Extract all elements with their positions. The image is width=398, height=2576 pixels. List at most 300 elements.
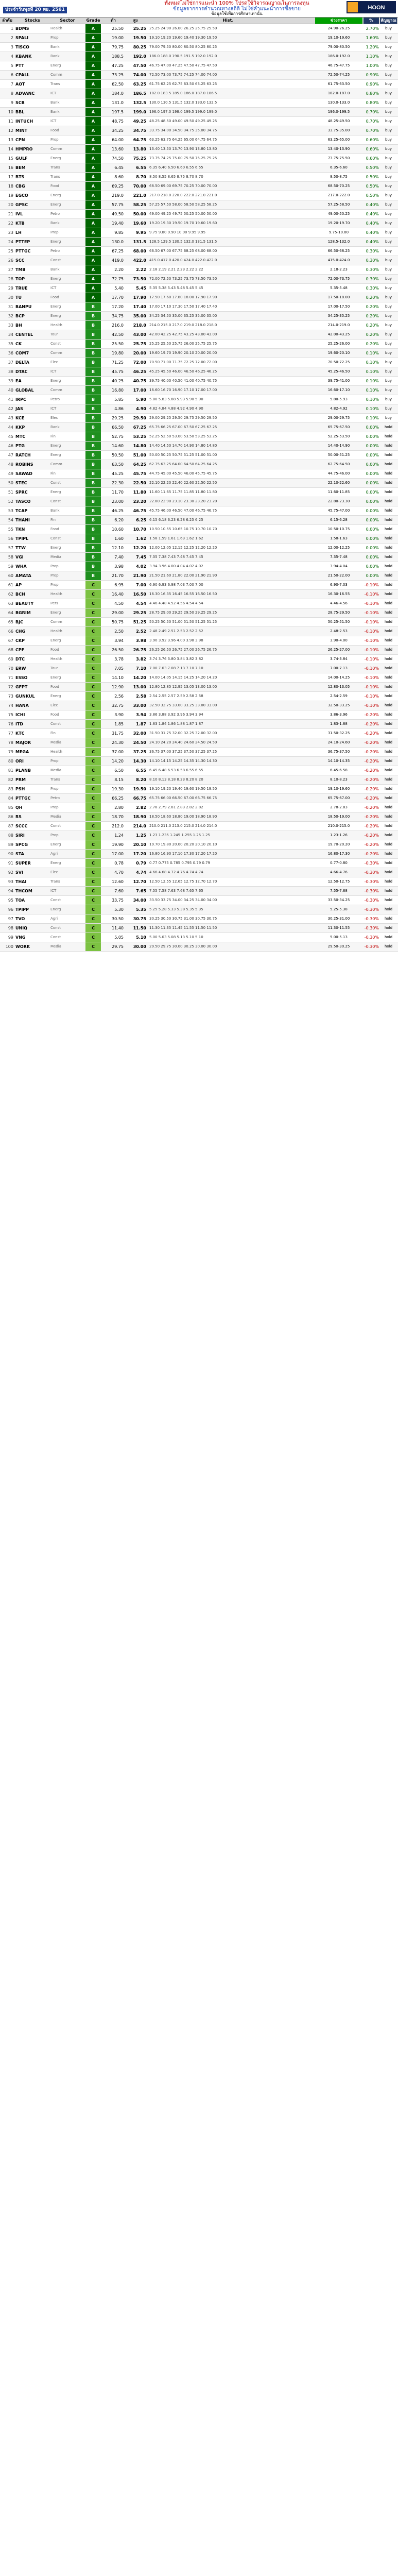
cell-range: 72.00-73.75 — [327, 277, 350, 281]
table-row — [0, 942, 398, 952]
cell-mark — [308, 553, 314, 562]
cell-mark — [308, 238, 314, 246]
cell-low: 6.50 — [114, 768, 124, 773]
cell-low: 62.50 — [112, 82, 124, 87]
cell-sig: buy — [385, 416, 392, 420]
table-row — [0, 738, 398, 748]
cell-low: 72.75 — [112, 277, 124, 281]
cell-hist: 14.40 14.50 14.70 14.90 14.80 14.80 — [149, 444, 217, 448]
cell-mark — [308, 924, 314, 933]
cell-hist: 19.10 19.20 19.60 19.40 19.30 19.50 — [149, 36, 217, 40]
cell-sig: hold — [384, 444, 393, 448]
cell-stock: BANPU — [15, 304, 32, 309]
cell-high: 29.25 — [133, 611, 146, 615]
cell-no: 97 — [8, 917, 13, 921]
table-row — [0, 173, 398, 182]
cell-mark — [308, 683, 314, 691]
table-row — [0, 664, 398, 673]
cell-sector: Energ — [50, 63, 61, 67]
cell-pct: 0.10% — [366, 406, 379, 411]
cell-stock: DTC — [15, 657, 25, 662]
table-row — [0, 293, 398, 302]
cell-hist: 2.48 2.49 2.51 2.53 2.52 2.52 — [149, 629, 203, 633]
cell-no: 47 — [8, 453, 13, 457]
cell-sector: Media — [50, 555, 62, 559]
cell-grade: C — [85, 729, 101, 738]
cell-grade: C — [85, 636, 101, 645]
cell-no: 69 — [8, 657, 13, 662]
cell-stock: EA — [15, 379, 22, 383]
cell-pct: -0.20% — [364, 768, 379, 773]
cell-mark — [308, 321, 314, 330]
cell-pct: 0.40% — [366, 221, 379, 226]
cell-hist: 7.55 7.58 7.63 7.68 7.65 7.65 — [149, 889, 203, 893]
cell-mark — [308, 275, 314, 283]
cell-stock: DELTA — [15, 360, 29, 365]
table-row — [0, 877, 398, 887]
cell-high: 1.25 — [136, 833, 146, 838]
cell-stock: TASCO — [15, 499, 31, 504]
cell-high: 20.00 — [133, 351, 146, 355]
cell-grade: C — [85, 627, 101, 636]
cell-pct: 0.70% — [366, 119, 379, 124]
cell-grade: B — [85, 312, 101, 320]
cell-no: 10 — [8, 110, 13, 114]
cell-high: 51.00 — [133, 453, 146, 457]
table-row — [0, 191, 398, 200]
cell-pct: 0.50% — [366, 193, 379, 198]
cell-stock: BCP — [15, 314, 25, 318]
cell-sig: buy — [385, 314, 392, 318]
cell-mark — [308, 80, 314, 89]
cell-stock: BBL — [15, 110, 25, 114]
cell-low: 11.70 — [112, 490, 124, 495]
cell-mark — [308, 590, 314, 599]
cell-range: 12.50-12.75 — [327, 879, 350, 884]
cell-high: 34.00 — [133, 898, 146, 903]
cell-sector: Const — [50, 536, 61, 540]
cell-sig: hold — [384, 471, 393, 476]
cell-sig: buy — [385, 82, 392, 86]
cell-grade: C — [85, 924, 101, 933]
cell-range: 3.90-4.00 — [330, 638, 348, 642]
table-row — [0, 534, 398, 544]
cell-no: 19 — [8, 193, 13, 198]
cell-low: 8.15 — [114, 777, 124, 782]
cell-grade: A — [85, 33, 101, 42]
cell-mark — [308, 664, 314, 673]
cell-stock: MINT — [15, 128, 28, 133]
cell-pct: 0.60% — [366, 138, 379, 142]
cell-hist: 24.10 24.20 24.40 24.60 24.50 24.50 — [149, 740, 217, 744]
cell-sig: hold — [384, 861, 393, 865]
cell-pct: -0.30% — [364, 898, 379, 903]
cell-no: 89 — [8, 842, 13, 847]
cell-sector: Prop — [50, 787, 59, 791]
cell-stock: BDMS — [15, 26, 29, 31]
cell-grade: B — [85, 525, 101, 534]
table-row — [0, 386, 398, 395]
cell-sig: hold — [384, 499, 393, 503]
cell-low: 7.60 — [114, 889, 124, 893]
cell-stock: ESSO — [15, 675, 28, 680]
cell-pct: -0.10% — [364, 675, 379, 680]
table-row — [0, 794, 398, 803]
cell-low: 18.70 — [112, 815, 124, 819]
disclaimer-line-1: ทั้งหมดไม่ใช่การแนะนำ 100% โปรดใช้วิจารณญาณในการลงทุน — [164, 1, 309, 6]
cell-no: 30 — [8, 295, 13, 300]
cell-no: 28 — [8, 277, 13, 281]
cell-high: 7.65 — [136, 889, 146, 893]
cell-sig: buy — [385, 230, 392, 234]
cell-sector: Trans — [50, 777, 60, 782]
cell-range: 65.75-67.50 — [327, 425, 350, 429]
cell-sector: Energ — [50, 304, 61, 309]
cell-stock: THCOM — [15, 889, 32, 893]
cell-mark — [308, 701, 314, 710]
cell-high: 66.75 — [133, 796, 146, 801]
cell-range: 4.46-4.56 — [330, 601, 348, 605]
cell-grade: C — [85, 655, 101, 664]
cell-high: 131.5 — [133, 240, 146, 244]
cell-stock: COM7 — [15, 351, 29, 355]
cell-no: 50 — [8, 481, 13, 485]
cell-range: 12.80-13.05 — [327, 685, 350, 689]
cell-range: 128.5-132.0 — [327, 240, 350, 244]
cell-sector: ICT — [50, 406, 57, 411]
cell-stock: SPALI — [15, 36, 29, 40]
cell-mark — [308, 228, 314, 237]
cell-hist: 79.00 79.50 80.00 80.50 80.25 80.25 — [149, 45, 217, 49]
cell-pct: -0.20% — [364, 750, 379, 754]
cell-high: 26.75 — [133, 648, 146, 652]
cell-low: 3.94 — [114, 638, 124, 643]
cell-no: 92 — [8, 870, 13, 875]
cell-sig: hold — [384, 898, 393, 902]
cell-hist: 10.50 10.55 10.65 10.75 10.70 10.70 — [149, 527, 217, 531]
cell-high: 7.45 — [136, 555, 146, 560]
cell-no: 15 — [8, 156, 13, 161]
cell-sector: Energ — [50, 240, 61, 244]
cell-stock: TCAP — [15, 509, 28, 513]
cell-low: 12.90 — [112, 685, 124, 689]
cell-no: 54 — [8, 518, 13, 522]
cell-mark — [308, 794, 314, 803]
cell-mark — [308, 293, 314, 302]
cell-sig: hold — [384, 527, 393, 531]
cell-range: 14.10-14.35 — [327, 759, 350, 763]
table-row — [0, 646, 398, 655]
column-header-4: ต่ำ — [111, 18, 116, 23]
cell-no: 76 — [8, 722, 13, 726]
cell-sig: buy — [385, 128, 392, 132]
cell-grade: A — [85, 173, 101, 181]
cell-sector: Energ — [50, 156, 61, 160]
cell-range: 65.75-67.00 — [327, 796, 350, 800]
cell-mark — [308, 451, 314, 460]
cell-sector: Energ — [50, 314, 61, 318]
cell-range: 22.10-22.60 — [327, 481, 350, 485]
cell-grade: B — [85, 544, 101, 552]
cell-sig: hold — [384, 768, 393, 772]
cell-high: 7.00 — [136, 583, 146, 587]
cell-hist: 44.75 45.00 45.50 46.00 45.75 45.75 — [149, 471, 217, 476]
cell-range: 19.10-19.60 — [327, 787, 350, 791]
cell-hist: 13.40 13.50 13.70 13.90 13.80 13.80 — [149, 147, 217, 151]
cell-grade: C — [85, 766, 101, 775]
cell-stock: TOA — [15, 898, 25, 903]
cell-range: 42.00-43.25 — [327, 332, 350, 336]
cell-stock: MAJOR — [15, 740, 31, 745]
cell-sector: Energ — [50, 193, 61, 197]
table-row — [0, 163, 398, 173]
cell-hist: 25.25 24.90 26.00 26.25 25.75 25.50 — [149, 26, 217, 30]
cell-sig: hold — [384, 536, 393, 540]
cell-sector: Const — [50, 898, 61, 902]
cell-no: 21 — [8, 212, 13, 216]
cell-no: 90 — [8, 852, 13, 856]
cell-hist: 42.00 42.25 42.75 43.25 43.00 43.00 — [149, 332, 217, 336]
cell-low: 219.0 — [112, 193, 124, 198]
table-row — [0, 423, 398, 432]
cell-grade: A — [85, 228, 101, 237]
cell-grade: C — [85, 822, 101, 831]
cell-grade: A — [85, 200, 101, 209]
cell-grade: A — [85, 293, 101, 302]
cell-pct: 0.20% — [366, 323, 379, 328]
column-header-3: Grade — [86, 18, 100, 23]
cell-grade: C — [85, 683, 101, 691]
cell-mark — [308, 850, 314, 858]
table-row — [0, 24, 398, 33]
cell-low: 46.25 — [112, 509, 124, 513]
cell-hist: 17.00 17.10 17.30 17.50 17.40 17.40 — [149, 304, 217, 309]
cell-sig: buy — [385, 379, 392, 383]
cell-grade: A — [85, 24, 101, 33]
cell-hist: 12.80 12.85 12.95 13.05 13.00 13.00 — [149, 685, 217, 689]
cell-grade: B — [85, 451, 101, 460]
cell-sig: buy — [385, 342, 392, 346]
cell-pct: 0.30% — [366, 249, 379, 253]
cell-high: 4.74 — [136, 870, 146, 875]
cell-range: 50.00-51.25 — [327, 453, 350, 457]
cell-pct: -0.30% — [364, 870, 379, 875]
cell-hist: 36.75 37.00 37.25 37.50 37.25 37.25 — [149, 750, 217, 754]
cell-pct: -0.20% — [364, 722, 379, 726]
cell-mark — [308, 692, 314, 701]
cell-hist: 217.0 218.0 220.0 222.0 221.0 221.0 — [149, 193, 217, 197]
cell-no: 62 — [8, 592, 13, 597]
cell-hist: 16.60 16.70 16.90 17.10 17.00 17.00 — [149, 388, 217, 392]
cell-sector: Energ — [50, 861, 61, 865]
table-row — [0, 868, 398, 877]
cell-range: 28.75-29.50 — [327, 611, 350, 615]
cell-sig: hold — [384, 601, 393, 605]
cell-mark — [308, 859, 314, 868]
cell-no: 65 — [8, 620, 13, 624]
cell-sig: hold — [384, 703, 393, 707]
cell-sector: Food — [50, 295, 59, 299]
cell-low: 11.40 — [112, 926, 124, 930]
column-header-5: สูง — [133, 18, 138, 23]
cell-grade: A — [85, 145, 101, 154]
cell-range: 415.0-424.0 — [327, 258, 350, 262]
cell-no: 93 — [8, 879, 13, 884]
cell-grade: C — [85, 599, 101, 608]
cell-no: 34 — [8, 332, 13, 337]
table-row — [0, 729, 398, 738]
cell-pct: 0.00% — [366, 462, 379, 467]
cell-hist: 66.50 67.00 67.75 68.25 68.00 68.00 — [149, 249, 217, 253]
cell-stock: TRUE — [15, 286, 28, 291]
cell-range: 63.25-65.00 — [327, 138, 350, 142]
cell-no: 18 — [8, 184, 13, 189]
cell-range: 7.00-7.13 — [330, 666, 348, 670]
cell-low: 45.25 — [112, 471, 124, 476]
cell-hist: 34.25 34.50 35.00 35.25 35.00 35.00 — [149, 314, 217, 318]
cell-mark — [308, 219, 314, 228]
cell-hist: 17.50 17.60 17.80 18.00 17.90 17.90 — [149, 295, 217, 299]
cell-sector: Comm — [50, 147, 62, 151]
cell-mark — [308, 905, 314, 914]
cell-no: 88 — [8, 833, 13, 838]
table-row — [0, 618, 398, 627]
cell-stock: SCC — [15, 258, 25, 263]
cell-grade: B — [85, 302, 101, 311]
cell-range: 30.25-31.00 — [327, 917, 350, 921]
brand-logo-text: HOON — [368, 5, 385, 11]
cell-high: 8.20 — [136, 777, 146, 782]
cell-stock: MEGA — [15, 750, 29, 754]
cell-high: 47.50 — [133, 63, 146, 68]
cell-sector: Media — [50, 768, 62, 772]
cell-sector: Trans — [50, 175, 60, 179]
cell-sector: Comm — [50, 351, 62, 355]
cell-pct: 1.60% — [366, 36, 379, 40]
cell-sector: Elec — [50, 360, 58, 364]
cell-high: 4.54 — [136, 601, 146, 606]
cell-low: 2.56 — [114, 694, 124, 699]
cell-low: 19.30 — [112, 787, 124, 791]
cell-range: 25.25-26.00 — [327, 342, 350, 346]
cell-no: 81 — [8, 768, 13, 773]
cell-range: 17.50-18.00 — [327, 295, 350, 299]
cell-grade: C — [85, 785, 101, 793]
cell-low: 216.0 — [112, 323, 124, 328]
cell-pct: -0.20% — [364, 805, 379, 810]
cell-range: 6.90-7.03 — [330, 583, 348, 587]
table-row — [0, 302, 398, 312]
cell-no: 20 — [8, 202, 13, 207]
cell-grade: C — [85, 914, 101, 923]
cell-low: 9.85 — [114, 230, 124, 235]
cell-mark — [308, 608, 314, 617]
cell-hist: 19.70 19.80 20.00 20.20 20.10 20.10 — [149, 842, 217, 846]
cell-mark — [308, 349, 314, 358]
cell-no: 51 — [8, 490, 13, 495]
cell-low: 2.50 — [114, 629, 124, 634]
cell-grade: A — [85, 210, 101, 218]
cell-pct: -0.10% — [364, 583, 379, 587]
cell-low: 3.90 — [114, 713, 124, 717]
cell-mark — [308, 710, 314, 719]
cell-range: 39.75-41.00 — [327, 379, 350, 383]
cell-sector: Trans — [50, 82, 60, 86]
cell-low: 64.00 — [112, 138, 124, 142]
table-row — [0, 108, 398, 117]
cell-stock: ITD — [15, 722, 24, 726]
table-row — [0, 673, 398, 683]
cell-grade: A — [85, 126, 101, 135]
cell-hist: 5.80 5.83 5.88 5.93 5.90 5.90 — [149, 397, 203, 401]
cell-sector: Media — [50, 740, 62, 744]
cell-range: 62.75-64.50 — [327, 462, 350, 466]
cell-low: 0.78 — [114, 861, 124, 866]
cell-range: 66.50-68.25 — [327, 249, 350, 253]
cell-grade: B — [85, 506, 101, 515]
cell-stock: SAWAD — [15, 471, 32, 476]
cell-high: 73.50 — [133, 277, 146, 281]
cell-high: 199.0 — [133, 110, 146, 114]
table-row — [0, 154, 398, 163]
cell-mark — [308, 673, 314, 682]
cell-stock: JAS — [15, 406, 23, 411]
cell-hist: 72.50 73.00 73.75 74.25 74.00 74.00 — [149, 73, 217, 77]
cell-mark — [308, 182, 314, 191]
cell-high: 33.00 — [133, 703, 146, 708]
cell-high: 53.25 — [133, 434, 146, 439]
cell-pct: -0.10% — [364, 685, 379, 689]
cell-mark — [308, 479, 314, 487]
table-row — [0, 655, 398, 664]
cell-sig: hold — [384, 759, 393, 763]
cell-mark — [308, 442, 314, 450]
cell-no: 60 — [8, 573, 13, 578]
cell-stock: PTTEP — [15, 240, 30, 244]
cell-grade: A — [85, 43, 101, 52]
cell-grade: B — [85, 571, 101, 580]
cell-sig: hold — [384, 796, 393, 800]
cell-low: 31.75 — [112, 731, 124, 736]
cell-range: 214.0-219.0 — [327, 323, 350, 327]
brand-logo — [347, 1, 396, 13]
table-row — [0, 80, 398, 89]
cell-sig: hold — [384, 629, 393, 633]
cell-high: 43.00 — [133, 332, 146, 337]
cell-no: 58 — [8, 555, 13, 560]
cell-stock: GULF — [15, 156, 28, 161]
cell-hist: 6.35 6.40 6.50 6.60 6.55 6.55 — [149, 165, 203, 170]
cell-pct: 0.00% — [366, 444, 379, 448]
cell-sector: Media — [50, 815, 62, 819]
cell-high: 17.20 — [133, 852, 146, 856]
cell-range: 26.25-27.00 — [327, 648, 350, 652]
cell-sector: Petro — [50, 397, 60, 401]
cell-high: 23.20 — [133, 499, 146, 504]
cell-high: 1.87 — [136, 722, 146, 726]
cell-high: 35.00 — [133, 314, 146, 318]
cell-sector: Health — [50, 629, 62, 633]
report-date: ประจำวันพุธที่ 20 พย. 2561 — [3, 7, 67, 13]
cell-pct: 0.80% — [366, 100, 379, 105]
cell-stock: GPSC — [15, 202, 28, 207]
cell-no: 1 — [10, 26, 13, 31]
cell-pct: 0.40% — [366, 212, 379, 216]
cell-high: 5.10 — [136, 935, 146, 940]
table-row — [0, 710, 398, 720]
column-header-1: Stocks — [25, 18, 40, 23]
cell-mark — [308, 71, 314, 79]
